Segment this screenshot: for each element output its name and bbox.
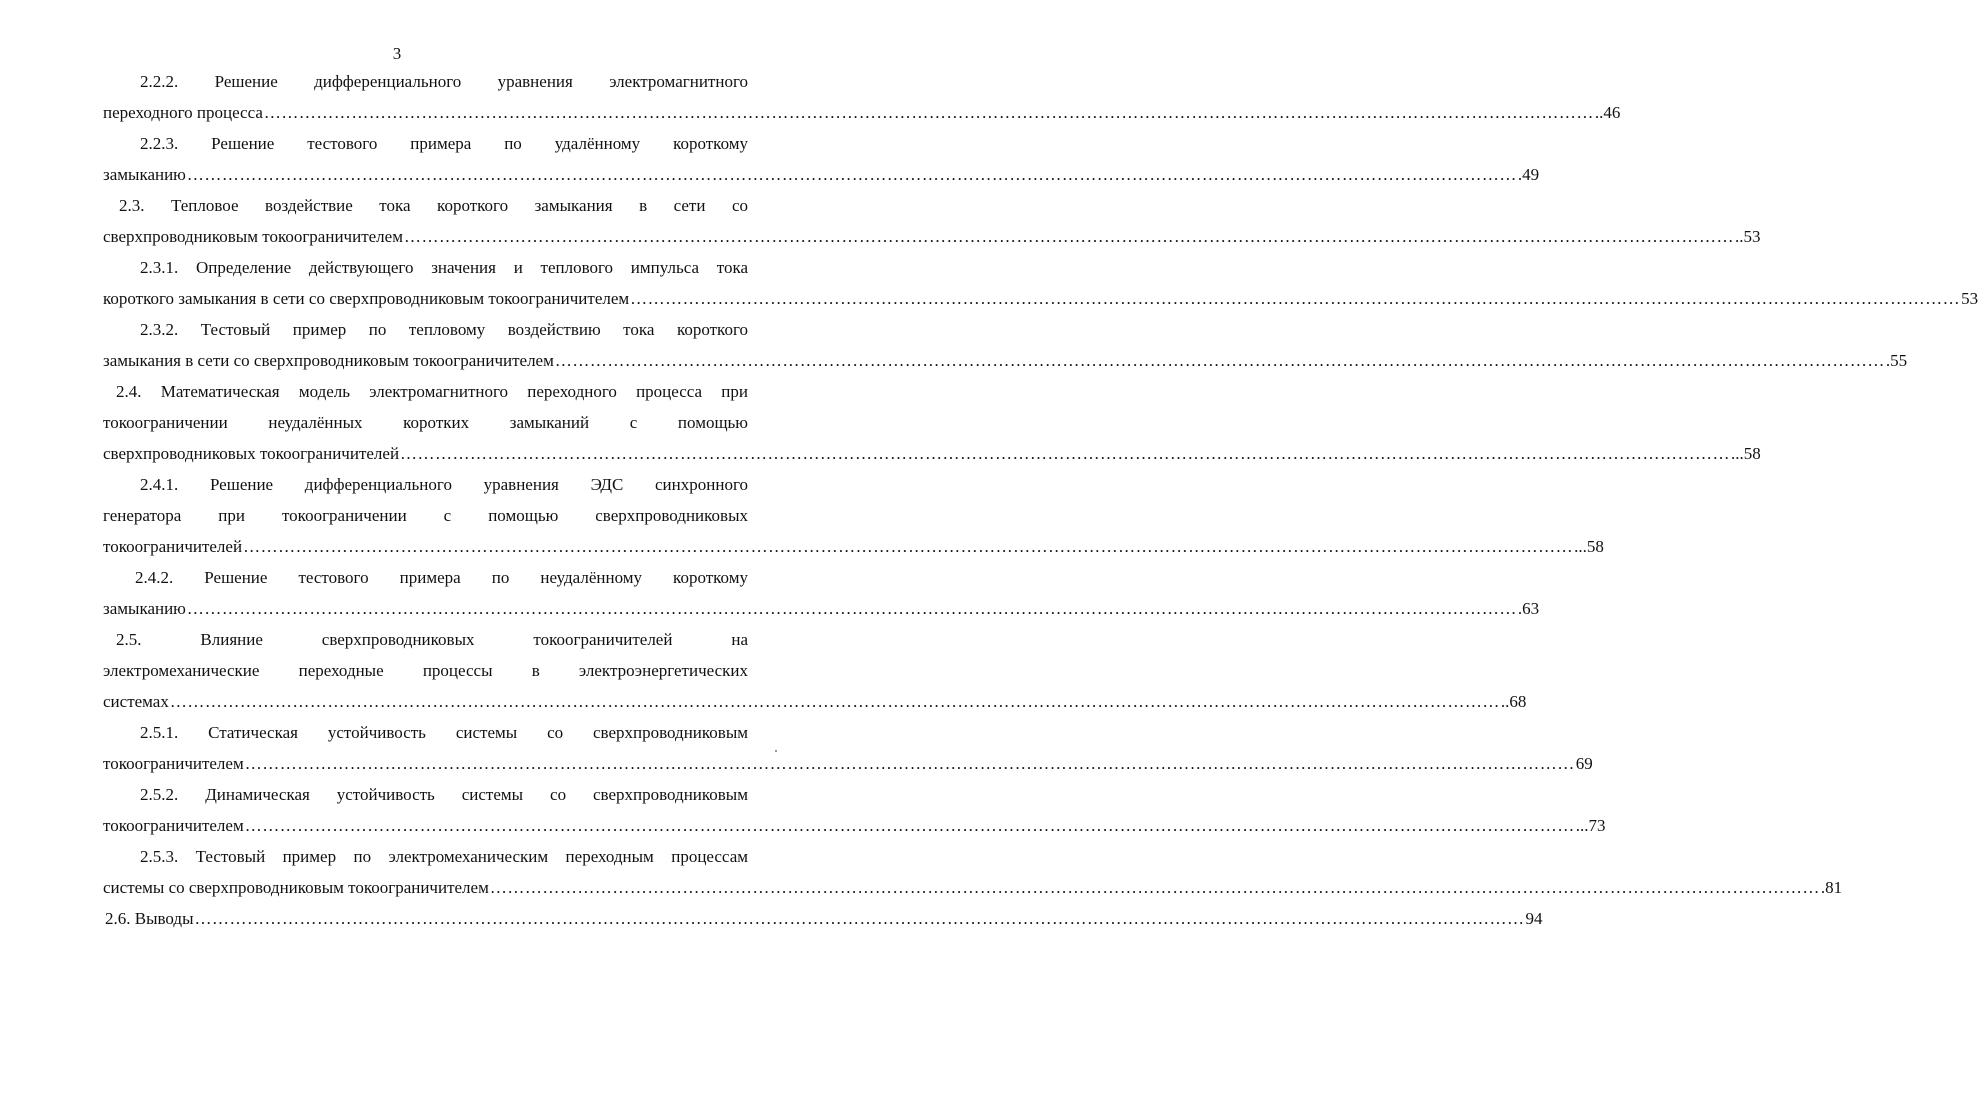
toc-entry-2-3-1 (103, 252, 1978, 314)
toc-entry-title-end: сверхпроводниковым токоограничителем (103, 227, 403, 246)
page-number: 3 (392, 44, 402, 63)
toc-entry-2-5-3 (103, 841, 1843, 903)
toc-entry-line: 2.3. Тепловое воздействие тока короткого замыкания в сети со (119, 196, 748, 215)
toc-entry-title-end: 2.6. Выводы (105, 909, 194, 928)
toc-entry-title-end: системы со сверхпроводниковым токоограничителем (103, 878, 489, 897)
scan-speck (775, 750, 777, 752)
toc-entry-last-line (103, 221, 1761, 252)
toc-entry-line: 2.4.1. Решение дифференциального уравнения ЭДС синхронного (140, 475, 748, 494)
toc-entry-title-end: короткого замыкания в сети со сверхпроводниковым токоограничителем (103, 289, 630, 308)
toc-entry-title-end: токоограничителем (103, 754, 244, 773)
toc-entry-last-line (103, 593, 1540, 624)
toc-entry-line: 2.3.2. Тестовый пример по тепловому воздействию тока короткого (140, 320, 748, 339)
toc-entry-line: токоограничении неудалённых коротких замыканий с помощью (103, 413, 748, 432)
toc-page-number: ..68 (1500, 692, 1527, 711)
dot-leader: ………………………………………………………………………………………………………………………………………………………………………………………………………… (244, 816, 1575, 835)
toc-page-number: .49 (1517, 165, 1540, 184)
dot-leader: ………………………………………………………………………………………………………………………………………………………………………………………………………… (263, 103, 1594, 122)
toc-page-number: ...58 (1731, 444, 1761, 463)
dot-leader: ………………………………………………………………………………………………………………………………………………………………………………………………………… (194, 909, 1525, 928)
dot-leader: ………………………………………………………………………………………………………………………………………………………………………………………………………… (186, 599, 1517, 618)
toc-entry-title-end: замыканию (103, 165, 186, 184)
toc-entry-last-line (103, 159, 1540, 190)
toc-entry-2-2-2 (103, 66, 1621, 128)
toc-entry-2-3-2 (103, 314, 1908, 376)
toc-entry-line: 2.5. Влияние сверхпроводниковых токоограничителей на (116, 630, 748, 649)
toc-entry-title-end: замыканию (103, 599, 186, 618)
toc-entry-title-end: системах (103, 692, 169, 711)
toc-entry-last-line (103, 97, 1621, 128)
toc-entry-last-line (103, 903, 1543, 934)
dot-leader: ………………………………………………………………………………………………………………………………………………………………………………………………………… (243, 537, 1574, 556)
toc-entry-last-line (103, 531, 1604, 562)
toc-entry-2-5-1 (103, 717, 1593, 779)
toc-entry-line: 2.4.2. Решение тестового примера по неудалённому короткому (135, 568, 748, 587)
dot-leader: ………………………………………………………………………………………………………………………………………………………………………………………………………… (489, 878, 1820, 897)
toc-entry-2-4-2 (103, 562, 1540, 624)
toc-entry-line: 2.4. Математическая модель электромагнитного переходного процесса при (116, 382, 748, 401)
toc-page-number: .63 (1517, 599, 1540, 618)
toc-page-number: 94 (1525, 909, 1543, 928)
toc-entry-2-4 (103, 376, 1761, 469)
toc-page-number: 69 (1575, 754, 1593, 773)
toc-entry-title-end: токоограничителей (103, 537, 243, 556)
toc-entry-last-line (103, 438, 1761, 469)
toc-entry-line: 2.2.3. Решение тестового примера по удалённому короткому (140, 134, 748, 153)
toc-page-number: .81 (1820, 878, 1843, 897)
dot-leader: ………………………………………………………………………………………………………………………………………………………………………………………………………… (186, 165, 1517, 184)
toc-entry-last-line (103, 872, 1843, 903)
toc-page-number: ..46 (1594, 103, 1621, 122)
dot-leader: ………………………………………………………………………………………………………………………………………………………………………………………………………… (403, 227, 1734, 246)
toc-entry-line: 2.5.3. Тестовый пример по электромеханическим переходным процессам (140, 847, 748, 866)
toc-entry-line: 2.3.1. Определение действующего значения и теплового импульса тока (140, 258, 748, 277)
toc-page-number: ...73 (1575, 816, 1606, 835)
dot-leader: ………………………………………………………………………………………………………………………………………………………………………………………………………… (554, 351, 1885, 370)
dot-leader: ………………………………………………………………………………………………………………………………………………………………………………………………………… (400, 444, 1731, 463)
toc-entry-title-end: замыкания в сети со сверхпроводниковым токоограничителем (103, 351, 554, 370)
toc-page-number: ..53 (1734, 227, 1761, 246)
toc-entry-title-end: токоограничителем (103, 816, 244, 835)
toc-entry-line: 2.2.2. Решение дифференциального уравнения электромагнитного (140, 72, 748, 91)
toc-page-number: .55 (1885, 351, 1908, 370)
toc-entry-line: электромеханические переходные процессы в электроэнергетических (103, 661, 748, 680)
toc-entry-2-5-2 (103, 779, 1606, 841)
toc-entry-2-3 (103, 190, 1761, 252)
toc-page-number: ...58 (1574, 537, 1604, 556)
table-of-contents (103, 66, 1978, 934)
toc-entry-last-line (103, 748, 1593, 779)
toc-entry-2-4-1 (103, 469, 1604, 562)
toc-entry-line: 2.5.2. Динамическая устойчивость системы со сверхпроводниковым (140, 785, 748, 804)
toc-entry-last-line (103, 686, 1527, 717)
toc-entry-title-end: переходного процесса (103, 103, 263, 122)
toc-entry-2-5 (103, 624, 1527, 717)
dot-leader: ………………………………………………………………………………………………………………………………………………………………………………………………………… (169, 692, 1500, 711)
toc-entry-last-line (103, 345, 1908, 376)
toc-page-number: 53 (1961, 289, 1978, 308)
toc-entry-line: 2.5.1. Статическая устойчивость системы со сверхпроводниковым (140, 723, 748, 742)
dot-leader: ………………………………………………………………………………………………………………………………………………………………………………………………………… (630, 289, 1961, 308)
toc-entry-last-line (103, 283, 1978, 314)
toc-entry-last-line (103, 810, 1606, 841)
toc-entry-2-6 (103, 903, 1543, 934)
toc-entry-line: генератора при токоограничении с помощью сверхпроводниковых (103, 506, 748, 525)
toc-entry-2-2-3 (103, 128, 1540, 190)
dot-leader: ………………………………………………………………………………………………………………………………………………………………………………………………………… (244, 754, 1575, 773)
toc-entry-title-end: сверхпроводниковых токоограничителей (103, 444, 400, 463)
